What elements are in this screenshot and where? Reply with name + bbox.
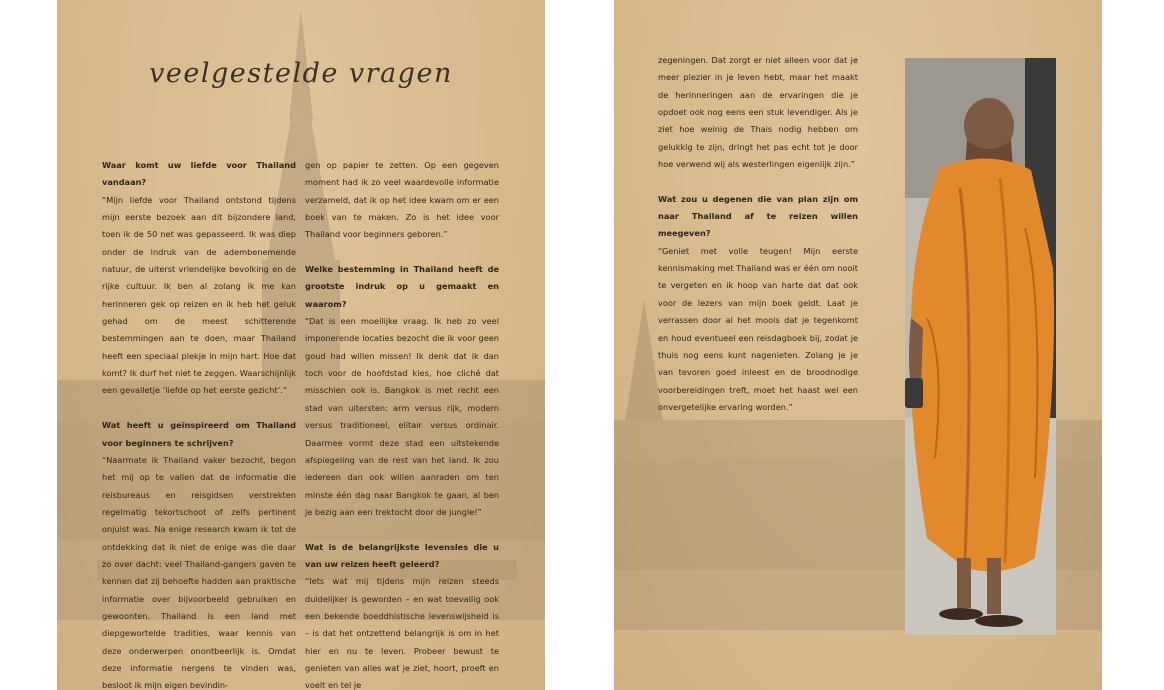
text-column-left-2 xyxy=(305,157,499,690)
answer-text: “Naarmate ik Thailand vaker bezocht, begon het mij op te vallen dat de informatie die reisbureaus en reisgidsen verstrekten regelmatig tekortschoot of zelfs pertinent onjuist was. Na enige research kwam ik tot de ontdekking dat ik niet de enige was die daar zo over dacht: veel Thailand-gangers gaven te kennen dat zij behoefte hadden aan praktische informatie over bijvoorbeeld gebruiken en gewoonten. Thailand is een land met diepgewortelde tradities, waar kennis van deze onderwerpen onontbeerlijk is. Omdat deze informatie nergens te vinden was, besloot ik mijn eigen bevindin- xyxy=(102,454,296,690)
paragraph-gap xyxy=(305,244,499,261)
paragraph-gap xyxy=(658,173,858,190)
right-page xyxy=(614,0,1102,690)
paragraph-gap xyxy=(102,400,296,417)
paragraph-gap xyxy=(305,521,499,538)
text-column-left-1 xyxy=(102,157,296,690)
page-title: veelgestelde vragen xyxy=(149,58,453,89)
question-text: Welke bestemming in Thailand heeft de grootste indruk op u gemaakt en waarom? xyxy=(305,264,499,309)
text-column-right-1 xyxy=(658,52,858,416)
answer-text: “Mijn liefde voor Thailand ontstond tijdens mijn eerste bezoek aan dit bijzondere land, toen ik de 50 net was gepasseerd. Ik was diep onder de indruk van de adembenemende natuur, de uiterst vriendelijke bevolking en de rijke cultuur. Ik ben al zolang ik me kan herinneren gek op reizen en ik heb het geluk gehad om de meest schitterende bestemmingen aan te doen, maar Thailand heeft een speciaal plekje in mijn hart. Hoe dat komt? Ik durf het niet te zeggen. Waarschijnlijk een gevalletje ‘liefde op het eerste gezicht’.” xyxy=(102,194,296,396)
answer-text: gen op papier te zetten. Op een gegeven moment had ik zo veel waardevolle informatie verzameld, dat ik op het idee kwam om er een boek van te maken. Zo is het idee voor Thailand voor beginners geboren.” xyxy=(305,160,499,240)
answer-text: “Dat is een moeilijke vraag. Ik heb zo veel imponerende locaties bezocht die ik voor geen goud had willen missen! Ik denk dat ik dan toch voor de hoofdstad kies, hoe cliché dat misschien ook is. Bangkok is met recht een stad van uitersten: arm versus rijk, modern versus traditioneel, elitair versus ordinair. Daarmee vormt deze stad een uitstekende afspiegeling van de rest van het land. Ik zou iedereen dan ook willen aanraden om ten minste één dag naar Bangkok te gaan, al ben je bezig aan een trektocht door de jungle!” xyxy=(305,316,499,517)
question-text: Wat is de belangrijkste levensles die u van uw reizen heeft geleerd? xyxy=(305,541,499,569)
answer-text: zegeningen. Dat zorgt er niet alleen voor dat je meer plezier in je leven hebt, maar het maakt de herinneringen aan de ervaringen die je opdoet ook nog eens een stuk levendiger. Als je ziet hoe weinig de Thais nodig hebben om gelukkig te zijn, dringt het pas echt tot je door hoe verwend wij als westerlingen eigenlijk zijn.” xyxy=(658,55,858,170)
question-text: Wat zou u degenen die van plan zijn om naar Thailand af te reizen willen meegeven? xyxy=(658,193,858,239)
left-page xyxy=(57,0,545,690)
monk-photo xyxy=(905,58,1056,635)
question-text: Wat heeft u geïnspireerd om Thailand voor beginners te schrijven? xyxy=(102,420,296,448)
answer-text: “Geniet met volle teugen! Mijn eerste kennismaking met Thailand was er één om nooit te vergeten en ik hoop van harte dat dat ook voor de lezers van mijn boek geldt. Laat je verrassen door al het moois dat je tegenkomt en houd eventueel een reisdagboek bij, zodat je thuis nog eens kunt nagenieten. Zolang je je van tevoren goed inleest en de broodnodige voorbereidingen treft, moet het haast wel een onvergetelijke ervaring worden.” xyxy=(658,245,858,412)
question-text: Waar komt uw liefde voor Thailand vandaan? xyxy=(102,160,296,188)
answer-text: “Iets wat mij tijdens mijn reizen steeds duidelijker is geworden – en wat toevallig ook een bekende boeddhistische levenswijsheid is – is dat het ontzettend belangrijk is om in het hier en nu te leven. Probeer bewust te genieten van alles wat je ziet, hoort, proeft en voelt en tel je xyxy=(305,576,499,690)
